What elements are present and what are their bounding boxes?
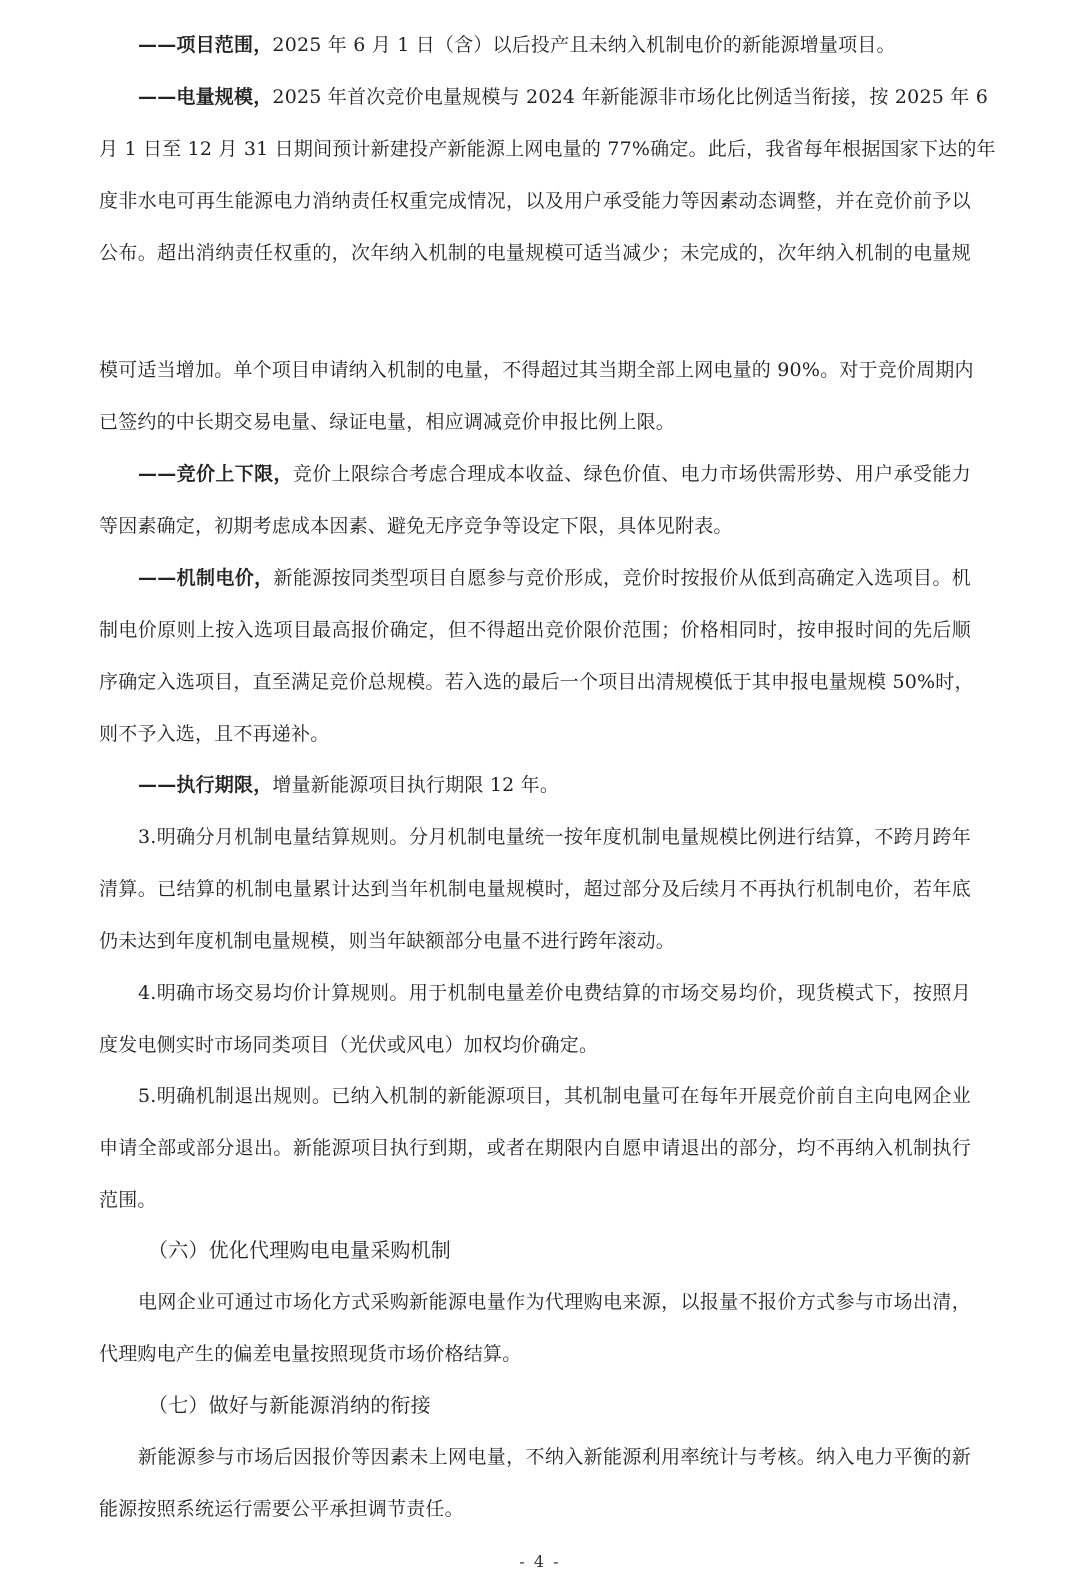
line-content [138, 34, 896, 56]
bold-lead: ——机制电价， [138, 567, 274, 589]
text-line [0, 824, 1080, 850]
text-line [0, 1341, 1080, 1367]
line-content [99, 617, 971, 643]
line-content [138, 774, 559, 796]
line-text: 范围。 [99, 1189, 157, 1211]
section-heading [0, 1392, 1080, 1418]
line-text: 申请全部或部分退出。新能源项目执行到期，或者在期限内自愿申请退出的部分，均不再纳入机制执行 [99, 1137, 971, 1159]
line-content [99, 876, 971, 902]
text-line [0, 772, 1080, 798]
line-content [138, 565, 971, 591]
line-content [148, 1238, 451, 1262]
bold-lead: ——电量规模， [138, 86, 273, 108]
bold-lead: ——执行期限， [138, 774, 273, 796]
line-text: 能源按照系统运行需要公平承担调节责任。 [99, 1498, 464, 1520]
line-text: 5.明确机制退出规则。已纳入机制的新能源项目，其机制电量可在每年开展竞价前自主向电网企业 [138, 1085, 971, 1107]
page-number: - 4 - [519, 1552, 561, 1571]
text-line [0, 721, 1080, 747]
line-content [138, 1444, 971, 1470]
text-line [0, 1032, 1080, 1058]
line-text: 月 1 日至 12 月 31 日期间预计新建投产新能源上网电量的 77%确定。此后，我省每年根据国家下达的年 [99, 138, 996, 160]
text-line [0, 928, 1080, 954]
text-line [0, 32, 1080, 58]
text-line [0, 876, 1080, 902]
text-line [0, 136, 1080, 162]
text-line [0, 461, 1080, 487]
line-text: 则不予入选，且不再递补。 [99, 723, 330, 745]
line-text: 度非水电可再生能源电力消纳责任权重完成情况，以及用户承受能力等因素动态调整，并在竞价前予以 [99, 190, 971, 212]
text-line [0, 240, 1080, 266]
line-content [138, 461, 971, 487]
line-text: 增量新能源项目执行期限 12 年。 [272, 774, 560, 796]
line-text: 2025 年 6 月 1 日（含）以后投产且未纳入机制电价的新能源增量项目。 [272, 34, 896, 56]
line-content [99, 669, 974, 695]
line-content [99, 1189, 157, 1211]
line-text: 仍未达到年度机制电量规模，则当年缺额部分电量不进行跨年滚动。 [99, 930, 676, 952]
line-text: 序确定入选项目，直至满足竞价总规模。若入选的最后一个项目出清规模低于其申报电量规模 50%时， [99, 671, 974, 693]
text-line [0, 357, 1080, 383]
line-text: 竞价上限综合考虑合理成本收益、绿色价值、电力市场供需形势、用户承受能力 [292, 463, 971, 485]
line-content [99, 188, 971, 214]
line-text: 新能源参与市场后因报价等因素未上网电量，不纳入新能源利用率统计与考核。纳入电力平衡的新 [138, 1446, 971, 1468]
line-content [99, 240, 971, 266]
text-line [0, 980, 1080, 1006]
bold-lead: ——项目范围， [138, 34, 273, 56]
line-text: 已签约的中长期交易电量、绿证电量，相应调减竞价申报比例上限。 [99, 411, 676, 433]
text-line [0, 617, 1080, 643]
line-content [99, 1343, 521, 1365]
line-text: 度发电侧实时市场同类项目（光伏或风电）加权均价确定。 [99, 1034, 599, 1056]
text-line [0, 669, 1080, 695]
section-heading [0, 1237, 1080, 1263]
line-text: 4.明确市场交易均价计算规则。用于机制电量差价电费结算的市场交易均价，现货模式下，按照月 [138, 982, 971, 1004]
line-content [99, 723, 329, 745]
line-text: （七）做好与新能源消纳的衔接 [148, 1393, 431, 1417]
line-text: 新能源按同类型项目自愿参与竞价形成，竞价时按报价从低到高确定入选项目。机 [273, 567, 971, 589]
line-text: 2025 年首次竞价电量规模与 2024 年新能源非市场化比例适当衔接，按 2025 年 6 [272, 86, 988, 108]
line-content [148, 1393, 431, 1417]
text-line [0, 1083, 1080, 1109]
text-line [0, 84, 1080, 110]
line-text: （六）优化代理购电电量采购机制 [148, 1238, 451, 1262]
line-text: 3.明确分月机制电量结算规则。分月机制电量统一按年度机制电量规模比例进行结算，不跨月跨年 [138, 826, 971, 848]
line-content [138, 1289, 971, 1315]
text-line [0, 1289, 1080, 1315]
line-content [138, 1083, 971, 1109]
line-text: 等因素确定，初期考虑成本因素、避免无序竞争等设定下限，具体见附表。 [99, 515, 733, 537]
line-content [99, 930, 675, 952]
line-content [138, 980, 971, 1006]
text-line [0, 188, 1080, 214]
line-content [99, 515, 733, 537]
bold-lead: ——竞价上下限， [138, 463, 293, 485]
line-text: 公布。超出消纳责任权重的，次年纳入机制的电量规模可适当减少；未完成的，次年纳入机制的电量规 [99, 242, 971, 264]
line-text: 制电价原则上按入选项目最高报价确定，但不得超出竞价限价范围；价格相同时，按申报时间的先后顺 [99, 619, 971, 641]
line-content [99, 1498, 464, 1520]
line-content [99, 1034, 598, 1056]
line-text: 电网企业可通过市场化方式采购新能源电量作为代理购电来源，以报量不报价方式参与市场出清， [138, 1291, 971, 1313]
text-line [0, 513, 1080, 539]
text-line [0, 1187, 1080, 1213]
text-line [0, 565, 1080, 591]
line-content [99, 136, 996, 162]
text-line [0, 1135, 1080, 1161]
line-text: 模可适当增加。单个项目申请纳入机制的电量，不得超过其当期全部上网电量的 90%。对于竞价周期内 [99, 359, 974, 381]
line-content [138, 84, 988, 110]
text-line [0, 409, 1080, 435]
line-text: 清算。已结算的机制电量累计达到当年机制电量规模时，超过部分及后续月不再执行机制电价，若年底 [99, 878, 971, 900]
text-line [0, 1444, 1080, 1470]
line-content [99, 411, 675, 433]
line-content [99, 1135, 971, 1161]
line-content [99, 357, 974, 383]
text-line [0, 1496, 1080, 1522]
line-text: 代理购电产生的偏差电量按照现货市场价格结算。 [99, 1343, 522, 1365]
line-content [138, 824, 971, 850]
